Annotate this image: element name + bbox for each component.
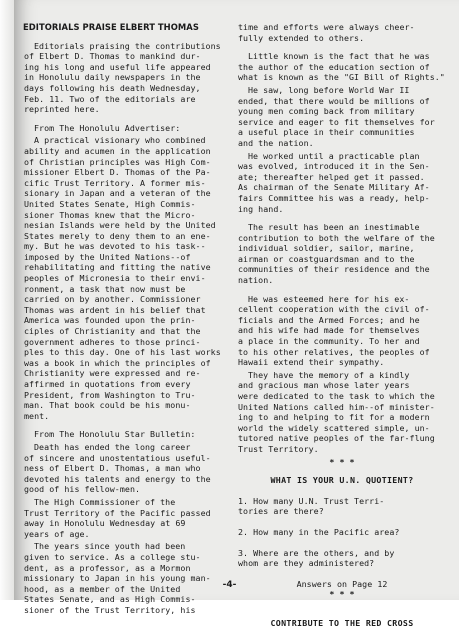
bulletin-paragraph-8: He was esteemed here for his ex- cellent cooperation with the civil of- ficials and the Armed Forces; and he and his wife had made for themselves a place in the community. To her and to his other relatives, the peoples of Hawaii extend their sympathy. (238, 293, 430, 368)
quiz-answers-note: Answers on Page 12 (296, 578, 388, 589)
bulletin-paragraph-3-continued: time and efforts were always cheer- fully extended to others. (238, 22, 415, 43)
quiz-question-3: 3. Where are the others, and by whom are they administered? (238, 547, 395, 569)
bulletin-paragraph-7: The result has been an inestimable contribution to both the welfare of the individual soldier, sailor, marine, airman or coastguardsman and to the communities of their residence and the nation. (238, 222, 435, 286)
bulletin-paragraph-5: He saw, long before World War II ended, that there would be millions of young men coming back from military service and eager to fit themselves for a useful place in their communities and the nation. (238, 84, 435, 148)
quiz-question-1: 1. How many U.N. Trust Terri- tories are there? (238, 495, 385, 517)
page-gutter (0, 0, 14, 600)
page-number: -4- (222, 580, 237, 590)
bulletin-paragraph-6: He worked until a practicable plan was evolved, introduced it in the Sen- ate; thereafter helped get it passed. As chairman of the Senate Military Af- fairs Committee his was a ready, help- ing hand. (238, 150, 430, 214)
star-bulletin-source: From The Honolulu Star Bulletin: (34, 429, 196, 440)
red-cross-notice: CONTRIBUTE TO THE RED CROSS (270, 617, 414, 628)
quiz-question-2: 2. How many in the Pacific area? (238, 526, 400, 537)
right-column (238, 22, 446, 629)
bulletin-paragraph-2: The High Commissioner of the Trust Territory of the Pacific passed away in Honolulu Wednesday at 69 years of age. (24, 496, 211, 539)
article-heading: EDITORIALS PRAISE ELBERT THOMAS (23, 22, 199, 32)
bulletin-paragraph-4: Little known is the fact that he was the author of the education section of what is known as the "GI Bill of Rights." (238, 51, 445, 83)
advertiser-source: From The Honolulu Advertiser: (34, 122, 181, 133)
quiz-title: WHAT IS YOUR U.N. QUOTIENT? (270, 475, 414, 486)
intro-paragraph: Editorials praising the contributions of Elbert D. Thomas to mankind dur- ing his long and useful life appeared in Honolulu daily newspapers in the days following his death Wednesday, Feb. 11. Two of the editorials are reprinted here. (24, 40, 221, 115)
advertiser-paragraph: A practical visionary who combined ability and acumen in the application of Christian principles was High Com- missioner Elbert D. Thomas of the Pa- cific Trust Territory. A former mis- sionary in Japan and a veteran of the United States Senate, High Commis- sioner Thomas knew that the Micro- nesian Islands were held by the United States merely to deny them to an ene- my. But he was devoted to his task-- imposed by the United Nations--of rehabilitating and fitting the native peoples of Micronesia to their envi- ronment, a task that now must be carried on by another. Commissioner Thomas was ardent in his belief that America was founded upon the prin- ciples of Christianity and that the government adheres to those princi- ples to this day. One of his last works was a book in which the principles of Christianity were expressed and re- affirmed in quotations from every President, from Washington to Tru- man. That book could be his monu- ment. (24, 135, 221, 421)
quiz-divider-stars: * * * (329, 589, 355, 600)
bulletin-paragraph-3: The years since youth had been given to service. As a college stu- dent, as a professor, as a Mormon missionary to Japan in his young man- hood, as a member of the United States Senate, and as High Commis- sioner of the Trust Territory, his (24, 541, 211, 615)
bulletin-paragraph-1: Death has ended the long career of sincere and unostentatious useful- ness of Elbert D. Thomas, a man who devoted his talents and energy to the good of his fellow-men. (24, 441, 211, 495)
bulletin-paragraph-9: They have the memory of a kindly and gracious man whose later years were dedicated to the task to which the United Nations called him--of minister- ing to and helping to fit for a modern world the widely scattered simple, un- tutored native peoples of the far-flung Trust Territory. (238, 369, 435, 454)
section-divider-stars: * * * (329, 456, 355, 467)
left-column (24, 22, 232, 623)
